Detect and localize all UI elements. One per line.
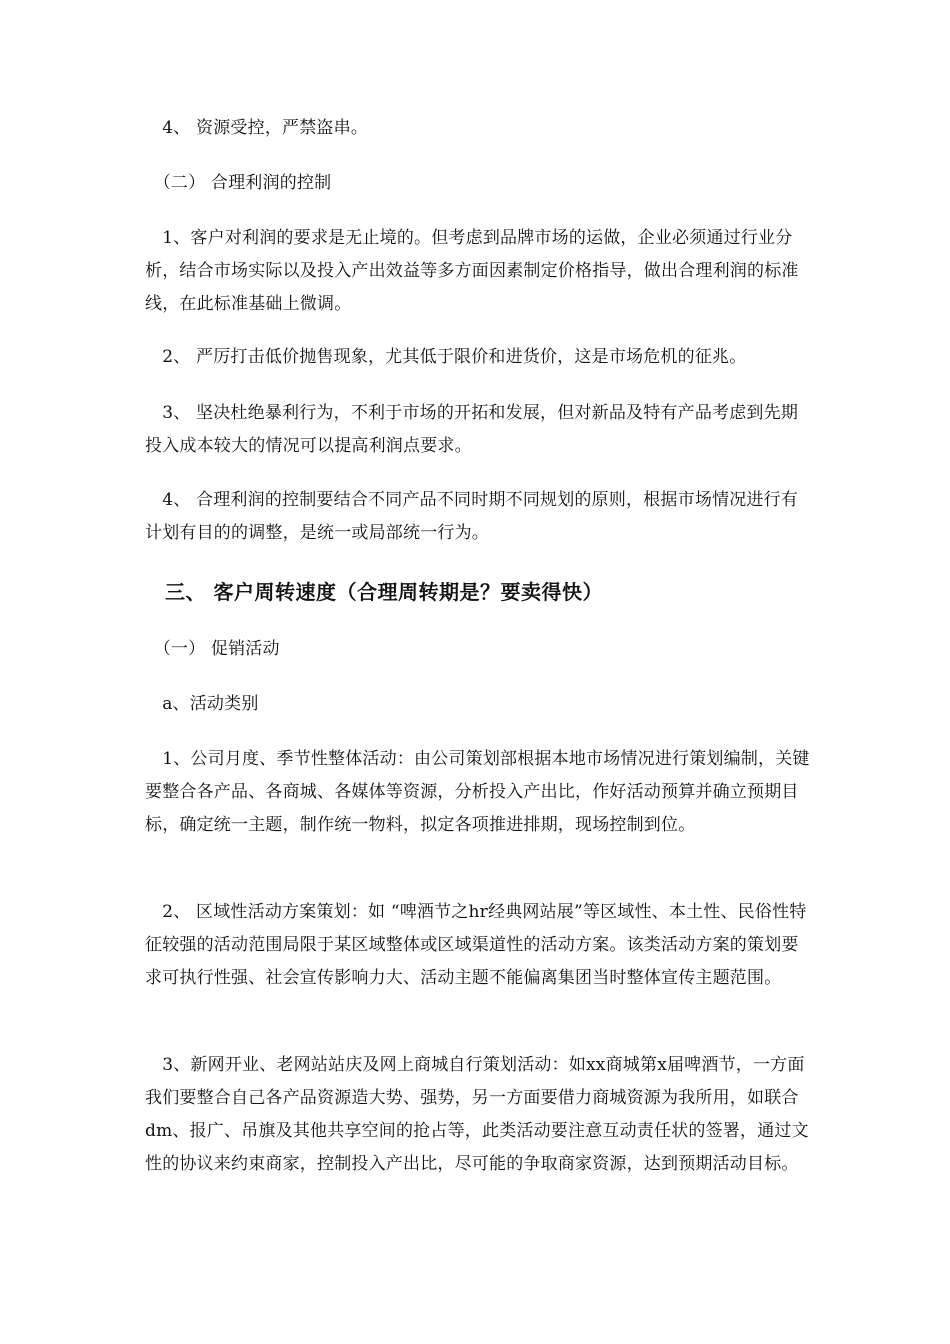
paragraph-activity-2: 2、 区域性活动方案策划：如 “啤酒节之hr经典网站展”等区域性、本土性、民俗性特征较强的活动范围局限于某区域整体或区域渠道性的活动方案。该类活动方案的策划要求可执行性强、社会宣传影响力大、活动主题不能偏离集团当时整体宣传主题范围。	[145, 902, 807, 988]
paragraph-profit-3: 3、 坚决杜绝暴利行为，不利于市场的开拓和发展，但对新品及特有产品考虑到先期投入成本较大的情况可以提高利润点要求。	[145, 403, 799, 456]
paragraph-activity-3: 3、新网开业、老网站站庆及网上商城自行策划活动：如xx商城第x届啤酒节，一方面我们要整合自己各产品资源造大势、强势，另一方面要借力商城资源为我所用，如联合dm、报广、吊旗及其他共享空间的抢占等，此类活动要注意互动责任状的签署，通过文性的协议来约束商家，控制投入产出比，尽可能的争取商家资源，达到预期活动目标。	[145, 1055, 809, 1174]
paragraph-resource-control: 4、 资源受控，严禁盗串。	[145, 118, 369, 138]
paragraph-profit-4: 4、 合理利润的控制要结合不同产品不同时期不同规划的原则，根据市场情况进行有计划有目的的调整，是统一或局部统一行为。	[145, 490, 799, 543]
paragraph-profit-1: 1、客户对利润的要求是无止境的。但考虑到品牌市场的运做，企业必须通过行业分析，结合市场实际以及投入产出效益等多方面因素制定价格指导，做出合理利润的标准线，在此标准基础上微调。	[145, 228, 799, 314]
subheading-reasonable-profit: （二） 合理利润的控制	[145, 173, 332, 193]
subheading-promotion: （一） 促销活动	[145, 639, 280, 659]
paragraph-profit-2: 2、 严厉打击低价抛售现象，尤其低于限价和进货价，这是市场危机的征兆。	[145, 347, 747, 367]
section-heading-turnover: 三、 客户周转速度（合理周转期是？要卖得快）	[165, 580, 603, 604]
subheading-activity-type: a、活动类别	[145, 694, 259, 714]
paragraph-activity-1: 1、公司月度、季节性整体活动：由公司策划部根据本地市场情况进行策划编制，关键要整合各产品、各商城、各媒体等资源，分析投入产出比，作好活动预算并确立预期目标，确定统一主题，制作统一物料，拟定各项推进排期，现场控制到位。	[145, 749, 810, 835]
